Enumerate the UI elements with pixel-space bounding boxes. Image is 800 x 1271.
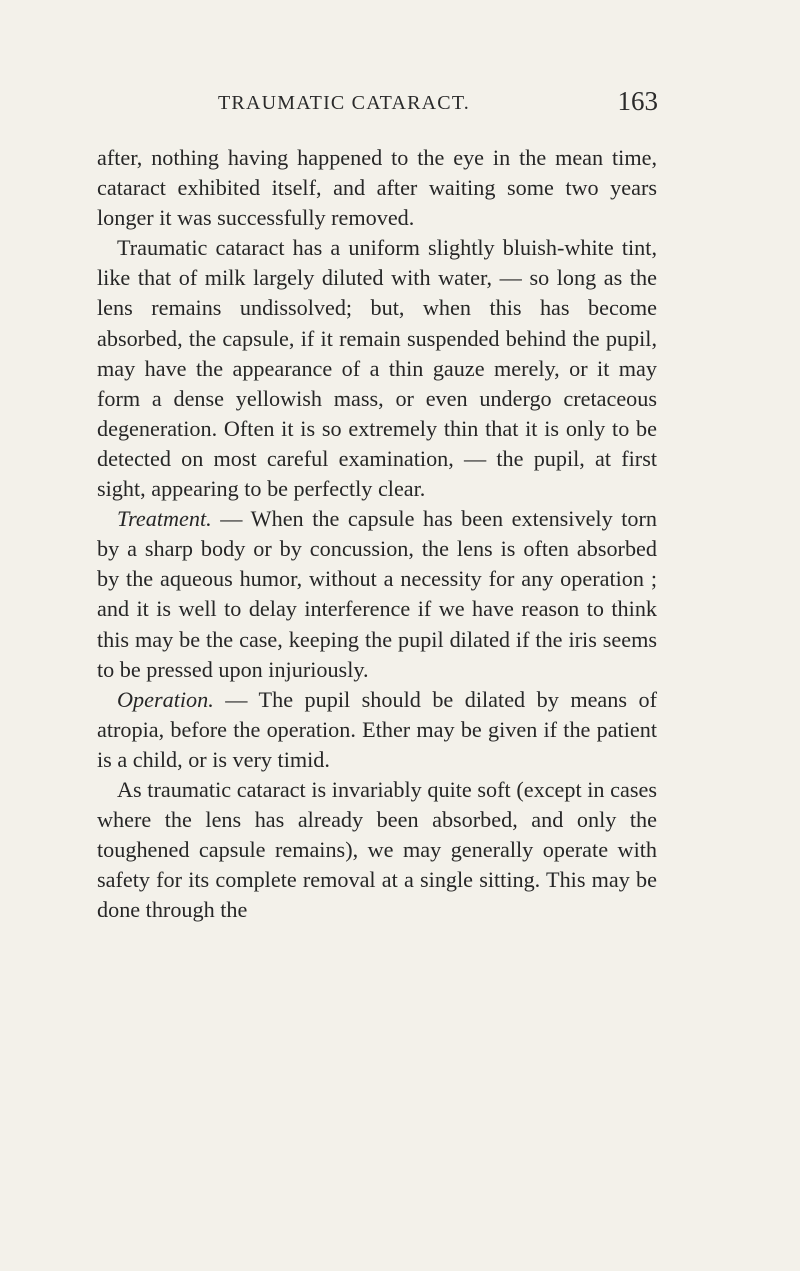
section-heading-treatment: Treatment.	[117, 506, 212, 532]
paragraph-removal	[97, 775, 657, 925]
body-text	[97, 143, 657, 925]
section-heading-operation: Operation.	[117, 686, 214, 712]
paragraph-continuation	[97, 143, 657, 233]
paragraph-text: after, nothing having happened to the eye in the mean time, cataract exhibited itself, and after waiting some two years longer it was successfully removed.	[97, 145, 657, 231]
paragraph-text: — When the capsule has been extensively torn by a sharp body or by concussion, the lens is often absorbed by the aqueous humor, without a necessity for any operation ; and it is well to delay interference if we have reason to think this may be the case, keeping the pupil dilated if the iris seems to be pressed upon injuriously.	[97, 506, 657, 682]
paragraph-text: As traumatic cataract is invariably quite soft (except in cases where the lens has already been absorbed, and only the toughened capsule remains), we may generally operate with safety for its complete removal at a single sitting. This may be done through the	[97, 776, 657, 923]
running-title: TRAUMATIC CATARACT.	[218, 92, 470, 114]
paragraph-treatment	[97, 504, 657, 685]
paragraph-text: — The pupil should be dilated by means of atropia, before the operation. Ether may be given if the patient is a child, or is very timid.	[97, 686, 657, 772]
paragraph-operation	[97, 685, 657, 775]
paragraph-appearance	[97, 233, 657, 504]
page-number: 163	[617, 86, 658, 116]
page-header	[218, 86, 658, 118]
paragraph-text: Traumatic cataract has a uniform slightly bluish-white tint, like that of milk largely diluted with water, — so long as the lens remains undissolved; but, when this has become absorbed, the capsule, if it remain suspended behind the pupil, may have the appearance of a thin gauze merely, or it may form a dense yellowish mass, or even undergo cretaceous degeneration. Often it is so extremely thin that it is only to be detected on most careful examination, — the pupil, at first sight, appearing to be perfectly clear.	[97, 235, 657, 502]
